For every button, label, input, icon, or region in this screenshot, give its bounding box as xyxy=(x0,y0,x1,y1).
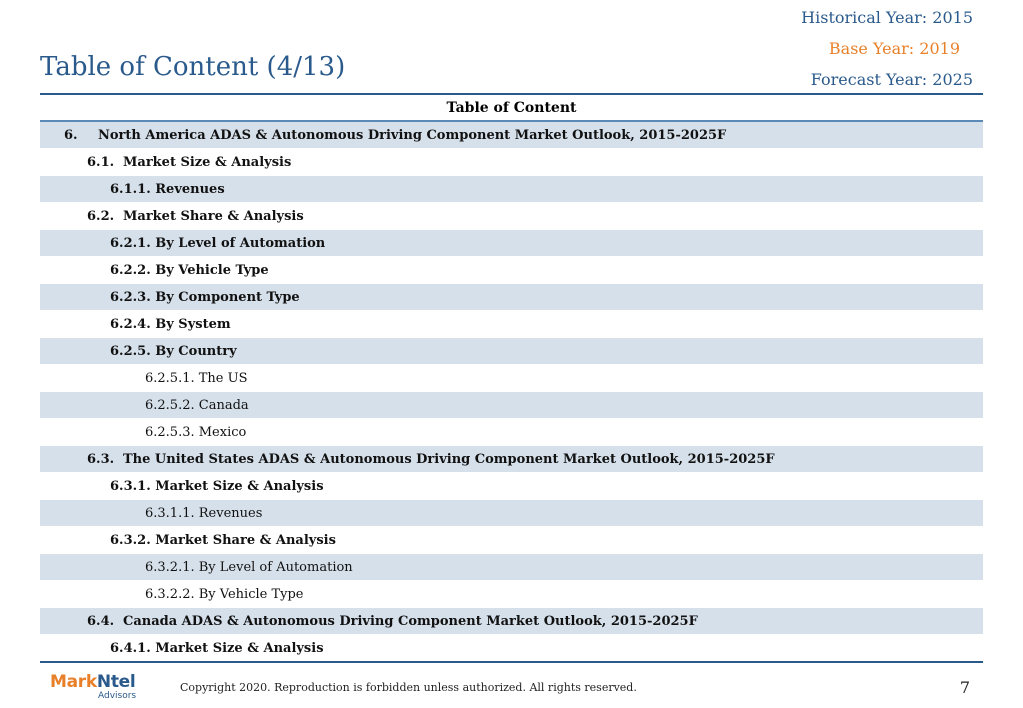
toc-text: 6.3.2.1. By Level of Automation xyxy=(145,560,353,575)
toc-number: 6. xyxy=(64,128,78,143)
toc-text: 6.3.1. Market Size & Analysis xyxy=(110,479,324,494)
toc-text: Market Size & Analysis xyxy=(123,155,292,170)
toc-row[interactable] xyxy=(40,473,983,500)
marknet-logo xyxy=(50,672,140,704)
footer-divider xyxy=(40,661,983,663)
toc-text: North America ADAS & Autonomous Driving Component Market Outlook, 2015-2025F xyxy=(98,128,727,143)
toc-row[interactable] xyxy=(40,203,983,230)
toc-text: The United States ADAS & Autonomous Driving Component Market Outlook, 2015-2025F xyxy=(123,452,775,467)
toc-row[interactable] xyxy=(40,257,983,284)
toc-text: 6.3.2.2. By Vehicle Type xyxy=(145,587,304,602)
toc-row[interactable] xyxy=(40,608,983,635)
toc-number: 6.1. xyxy=(87,155,115,170)
toc-text: 6.2.5.2. Canada xyxy=(145,398,249,413)
toc-text: 6.1.1. Revenues xyxy=(110,182,225,197)
toc-row[interactable] xyxy=(40,176,983,203)
toc-row[interactable] xyxy=(40,230,983,257)
toc-row[interactable] xyxy=(40,122,983,149)
toc-row[interactable] xyxy=(40,149,983,176)
toc-text: Canada ADAS & Autonomous Driving Component Market Outlook, 2015-2025F xyxy=(123,614,698,629)
toc-row[interactable] xyxy=(40,311,983,338)
page-title: Table of Content (4/13) xyxy=(40,52,346,82)
logo-mark: Mark xyxy=(50,672,97,692)
toc-row[interactable] xyxy=(40,446,983,473)
historical-year: Historical Year: 2015 xyxy=(801,8,973,27)
toc-text: 6.2.5.3. Mexico xyxy=(145,425,247,440)
toc-text: 6.4.1. Market Size & Analysis xyxy=(110,641,324,656)
toc-row[interactable] xyxy=(40,635,983,662)
toc-number: 6.3. xyxy=(87,452,115,467)
toc-row[interactable] xyxy=(40,419,983,446)
toc-heading: Table of Content xyxy=(40,96,983,122)
toc-row[interactable] xyxy=(40,581,983,608)
toc-list xyxy=(40,122,983,662)
forecast-year: Forecast Year: 2025 xyxy=(810,70,973,89)
toc-text: 6.3.1.1. Revenues xyxy=(145,506,263,521)
copyright-text: Copyright 2020. Reproduction is forbidden unless authorized. All rights reserved. xyxy=(180,681,637,694)
toc-text: 6.2.5.1. The US xyxy=(145,371,248,386)
toc-number: 6.2. xyxy=(87,209,115,224)
toc-row[interactable] xyxy=(40,500,983,527)
toc-text: 6.2.4. By System xyxy=(110,317,231,332)
logo-ntel: Ntel xyxy=(96,672,136,692)
title-divider xyxy=(40,93,983,95)
toc-row[interactable] xyxy=(40,338,983,365)
toc-number: 6.4. xyxy=(87,614,115,629)
toc-text: 6.2.1. By Level of Automation xyxy=(110,236,326,251)
toc-text: Market Share & Analysis xyxy=(123,209,304,224)
toc-text: 6.2.5. By Country xyxy=(110,344,237,359)
logo-subtitle: Advisors xyxy=(98,691,137,701)
base-year: Base Year: 2019 xyxy=(828,39,960,58)
toc-row[interactable] xyxy=(40,365,983,392)
page-number: 7 xyxy=(959,678,970,697)
toc-text: 6.2.3. By Component Type xyxy=(110,290,300,305)
toc-row[interactable] xyxy=(40,392,983,419)
toc-row[interactable] xyxy=(40,284,983,311)
toc-text: 6.2.2. By Vehicle Type xyxy=(110,263,269,278)
toc-row[interactable] xyxy=(40,554,983,581)
toc-row[interactable] xyxy=(40,527,983,554)
toc-text: 6.3.2. Market Share & Analysis xyxy=(110,533,336,548)
